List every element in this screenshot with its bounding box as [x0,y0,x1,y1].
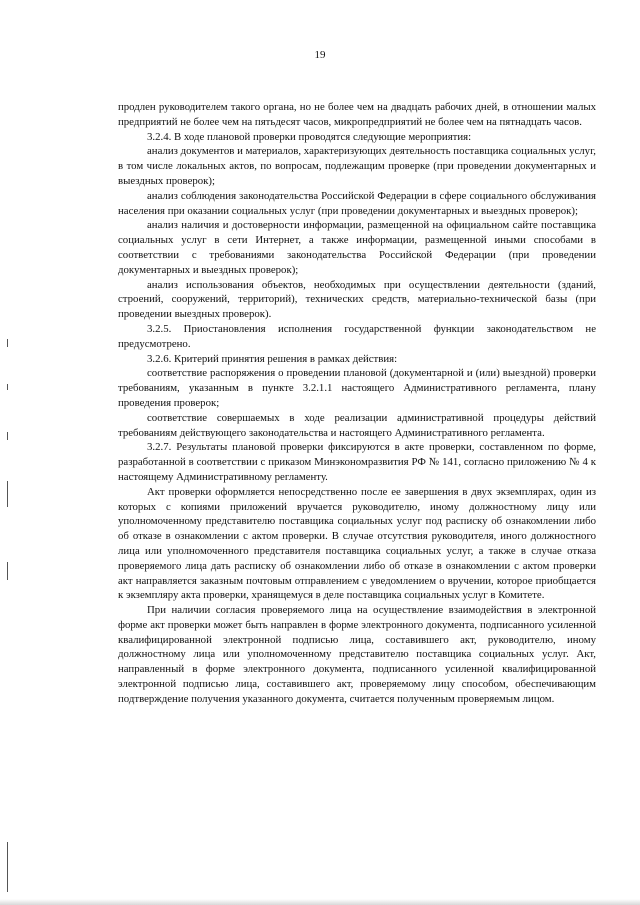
paragraph-criterion-actions: соответствие совершаемых в ходе реализации административной процедуры действий требованиям действующего законодательства и настоящего Административного регламента. [118,411,596,439]
scan-margin-mark [7,384,8,390]
paragraph-3-2-5: 3.2.5. Приостановления исполнения государственной функции законодательством не предусмотрено. [118,322,596,350]
document-body [118,100,596,707]
paragraph-analysis-objects: анализ использования объектов, необходимых при осуществлении деятельности (зданий, строений, сооружений, территорий), технических средств, материально-технической базы (при проведении выездных проверок). [118,278,596,321]
paragraph-analysis-legislation: анализ соблюдения законодательства Российской Федерации в сфере социального обслуживания населения при оказании социальных услуг (при проведении документарных и выездных проверок); [118,189,596,217]
scan-margin-mark [7,339,8,347]
paragraph-analysis-website: анализ наличия и достоверности информации, размещенной на официальном сайте поставщика социальных услуг в сети Интернет, а также информации, размещенной иными способами в соответствии с требованиями законодательства Российской Федерации (при проведении документарных и выездных проверок); [118,219,596,276]
page-number: 19 [314,49,326,61]
scan-margin-mark [7,842,8,892]
scan-margin-mark [7,481,8,507]
scan-margin-mark [7,432,8,440]
paragraph-3-2-6: 3.2.6. Критерий принятия решения в рамках действия: [147,352,398,365]
scan-margin-mark [7,562,8,580]
paragraph-continuation: продлен руководителем такого органа, но не более чем на двадцать рабочих дней, в отношении малых предприятий не более чем на пятьдесят часов, микропредприятий не более чем на пятнадцать часов. [118,101,596,128]
paragraph-3-2-7: 3.2.7. Результаты плановой проверки фиксируются в акте проверки, составленном по форме, разработанной в соответствии с приказом Минэкономразвития РФ № 141, согласно приложению № 4 к настоящему Административному регламенту. [118,441,596,483]
scan-bottom-edge [0,899,640,905]
paragraph-criterion-order: соответствие распоряжения о проведении плановой (документарной и (или) выездной) проверки требованиям, указанным в пункте 3.2.1.1 настоящего Административного регламента, плану проведения проверок; [118,367,596,409]
paragraph-act-delivery: Акт проверки оформляется непосредственно после ее завершения в двух экземплярах, один из которых с копиями приложений вручается руководителю, иному должностному лицу или уполномоченному представителю поставщика социальных услуг под расписку об ознакомлении либо об отказе в ознакомлении с актом проверки. В случае отсутствия руководителя, иного должностного лица или уполномоченного представителя поставщика социальных услуг, а также в случае отказа проверяемого лица дать расписку об ознакомлении либо об отказе в ознакомлении с актом проверки акт направляется заказным почтовым отправлением с уведомлением о вручении, которое приобщается к экземпляру акта проверки, хранящемуся в деле поставщика социальных услуг в Комитете. [118,485,596,602]
paragraph-electronic-act: При наличии согласия проверяемого лица на осуществление взаимодействия в электронной форме акт проверки может быть направлен в форме электронного документа, подписанного усиленной квалифицированной электронной подписью лица, составившего акт, руководителю, иному должностному лица или уполномоченному представителю поставщика социальных услуг. Акт, направленный в форме электронного документа, подписанного усиленной квалифицированной электронной подписью лица, составившего акт, проверяемому лицу способом, обеспечивающим подтверждение получения указанного документа, считается полученным проверяемым лицом. [118,604,596,705]
paragraph-3-2-4: 3.2.4. В ходе плановой проверки проводятся следующие мероприятия: [147,130,472,143]
paragraph-analysis-documents: анализ документов и материалов, характеризующих деятельность поставщика социальных услуг, в том числе локальных актов, по вопросам, подлежащим проверке (при проведении документарных и выездных проверок); [118,145,596,187]
